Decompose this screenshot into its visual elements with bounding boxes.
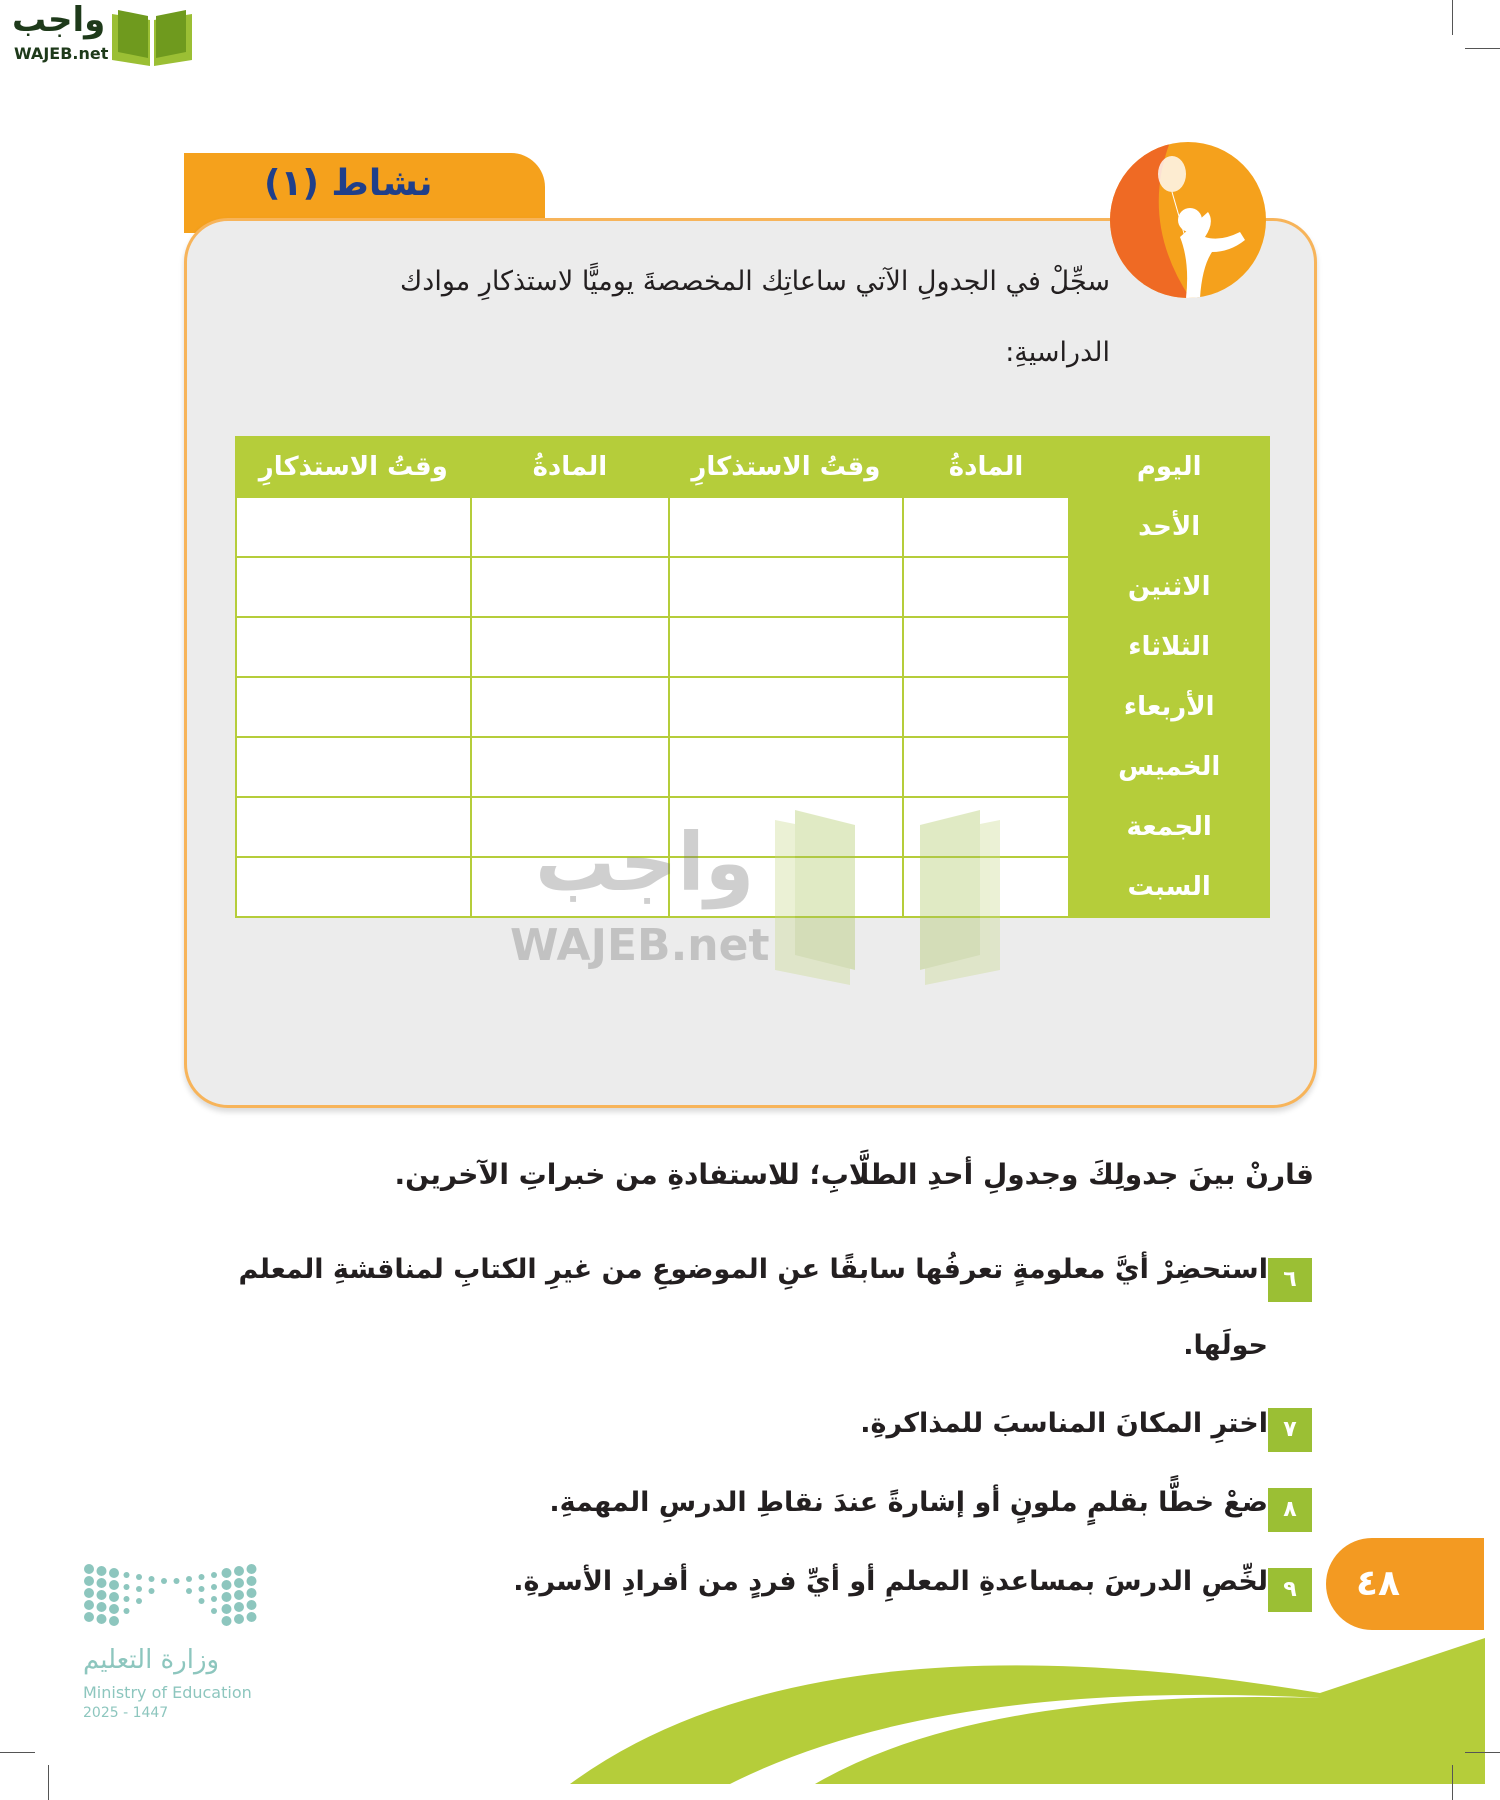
study-time-cell[interactable] <box>669 617 903 677</box>
header-subject: المادةُ <box>903 437 1070 497</box>
study-time-cell[interactable] <box>236 497 471 557</box>
child-balloon-icon <box>1110 142 1266 298</box>
study-time-cell[interactable] <box>236 797 471 857</box>
item-6-text: استحضِرْ أيَّ معلومةٍ تعرفُها سابقًا عنِ الموضوعِ من غيرِ الكتابِ لمناقشةِ المعلم <box>238 1254 1268 1285</box>
study-time-cell[interactable] <box>236 557 471 617</box>
green-swoosh-decoration <box>560 1638 1490 1788</box>
logo-arabic: واجب <box>12 0 106 40</box>
day-cell: الأحد <box>1069 497 1269 557</box>
crop-mark <box>1465 48 1500 49</box>
wajeb-logo[interactable] <box>8 0 198 68</box>
day-cell: الاثنين <box>1069 557 1269 617</box>
table-row <box>236 617 1269 677</box>
item-number-badge: ٧ <box>1268 1408 1312 1452</box>
header-study-time: وقتُ الاستذكارِ <box>236 437 471 497</box>
table-row <box>236 677 1269 737</box>
subject-cell[interactable] <box>471 737 670 797</box>
ministry-dots-icon <box>83 1561 263 1631</box>
study-time-cell[interactable] <box>236 737 471 797</box>
item-number-badge: ٦ <box>1268 1258 1312 1302</box>
watermark-arabic: واجب <box>535 816 755 909</box>
study-time-cell[interactable] <box>669 677 903 737</box>
instruction-line2: الدراسيةِ: <box>1005 337 1110 368</box>
instruction-line1: سجِّلْ في الجدولِ الآتي ساعاتِك المخصصةَ يوميًّا لاستذكارِ موادك <box>400 266 1110 297</box>
header-day: اليوم <box>1069 437 1269 497</box>
item-number-badge: ٨ <box>1268 1488 1312 1532</box>
logo-english: WAJEB.net <box>14 44 109 63</box>
watermark-english: WAJEB.net <box>510 920 770 971</box>
page-number: ٤٨ <box>1326 1538 1484 1630</box>
day-cell: الأربعاء <box>1069 677 1269 737</box>
day-cell: الثلاثاء <box>1069 617 1269 677</box>
subject-cell[interactable] <box>903 737 1070 797</box>
study-time-cell[interactable] <box>236 857 471 917</box>
day-cell: السبت <box>1069 857 1269 917</box>
subject-cell[interactable] <box>471 557 670 617</box>
ministry-arabic: وزارة التعليم <box>83 1645 220 1675</box>
study-time-cell[interactable] <box>669 497 903 557</box>
ministry-english: Ministry of Education <box>83 1683 252 1702</box>
subject-cell[interactable] <box>903 497 1070 557</box>
ministry-logo <box>83 1561 273 1726</box>
subject-cell[interactable] <box>903 677 1070 737</box>
table-header-row <box>236 437 1269 497</box>
day-cell: الخميس <box>1069 737 1269 797</box>
subject-cell[interactable] <box>471 677 670 737</box>
book-icon <box>108 6 196 68</box>
crop-mark <box>1452 1765 1453 1800</box>
item-number-badge: ٩ <box>1268 1568 1312 1612</box>
item-9-text: لخِّصِ الدرسَ بمساعدةِ المعلمِ أو أيِّ فردٍ من أفرادِ الأسرةِ. <box>513 1566 1268 1597</box>
ministry-year: 2025 - 1447 <box>83 1705 169 1721</box>
table-row <box>236 497 1269 557</box>
day-cell: الجمعة <box>1069 797 1269 857</box>
activity-title: نشاط (١) <box>264 163 433 204</box>
study-time-cell[interactable] <box>236 677 471 737</box>
subject-cell[interactable] <box>903 557 1070 617</box>
crop-mark <box>1452 0 1453 35</box>
subject-cell[interactable] <box>903 617 1070 677</box>
header-study-time: وقتُ الاستذكارِ <box>669 437 903 497</box>
compare-instruction: قارنْ بينَ جدولِكَ وجدولِ أحدِ الطلَّابِ؛ للاستفادةِ من خبراتِ الآخرين. <box>394 1158 1314 1191</box>
item-8-text: ضعْ خطًّا بقلمٍ ملونٍ أو إشارةً عندَ نقاطِ الدرسِ المهمةِ. <box>549 1487 1268 1518</box>
study-time-cell[interactable] <box>669 557 903 617</box>
wajeb-watermark <box>505 810 1005 990</box>
header-subject: المادةُ <box>471 437 670 497</box>
crop-mark <box>1465 1752 1500 1753</box>
study-time-cell[interactable] <box>669 737 903 797</box>
study-time-cell[interactable] <box>236 617 471 677</box>
table-row <box>236 737 1269 797</box>
item-7-text: اخترِ المكانَ المناسبَ للمذاكرةِ. <box>860 1408 1268 1439</box>
subject-cell[interactable] <box>471 497 670 557</box>
subject-cell[interactable] <box>471 617 670 677</box>
crop-mark <box>0 1752 35 1753</box>
table-row <box>236 557 1269 617</box>
item-6-text-cont: حولَها. <box>1183 1330 1268 1361</box>
crop-mark <box>48 1765 49 1800</box>
